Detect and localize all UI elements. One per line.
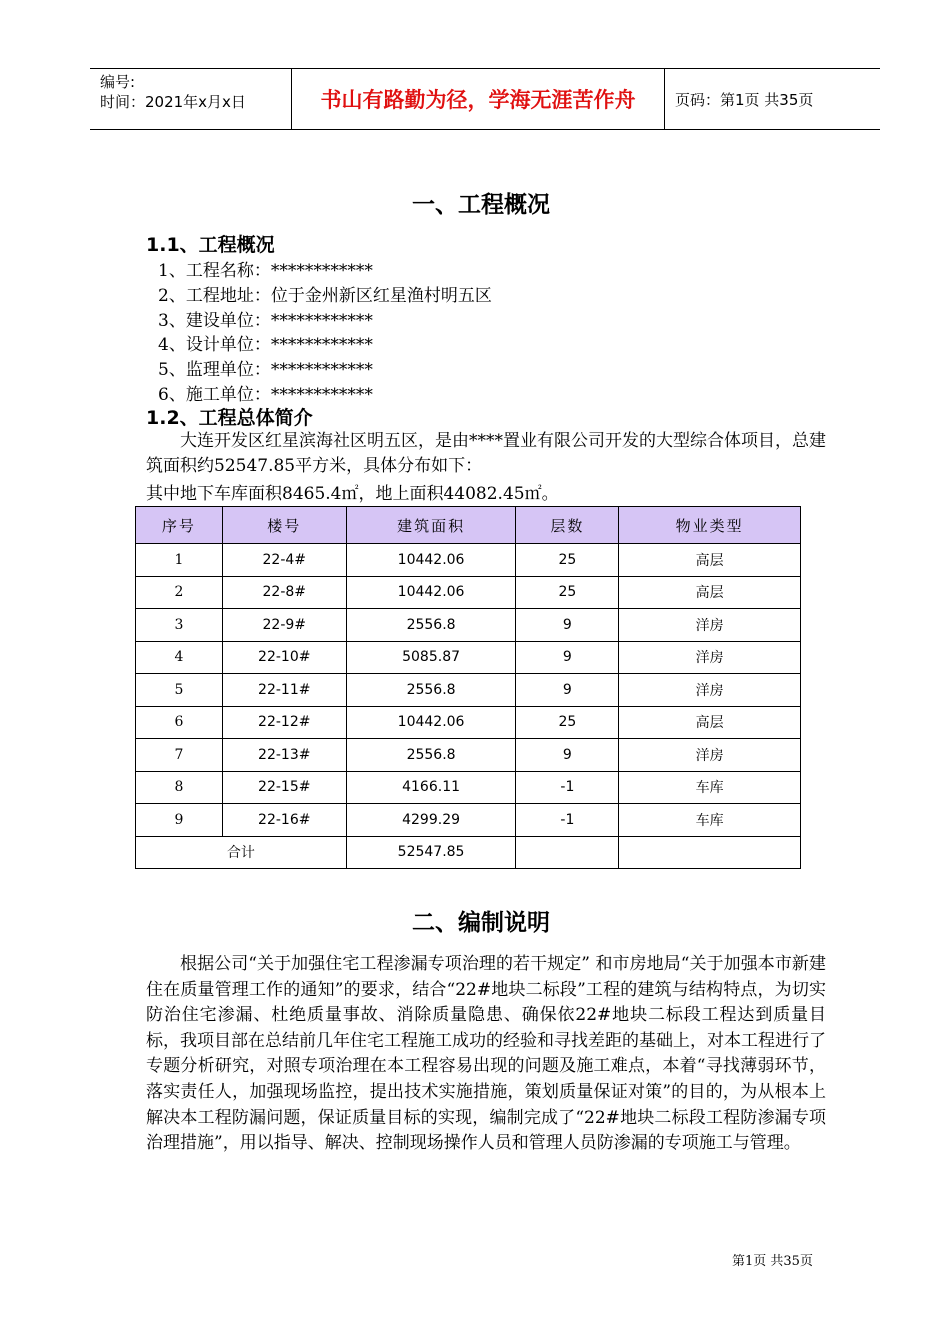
table-header-row [136, 507, 801, 544]
cell-area: 2556.8 [346, 739, 516, 772]
cell-building: 22-16# [222, 804, 346, 837]
cell-floors: 9 [516, 641, 619, 674]
total-empty-cell [516, 836, 619, 869]
cell-index: 5 [136, 674, 223, 707]
cell-type: 高层 [619, 706, 801, 739]
cell-floors: 25 [516, 576, 619, 609]
cell-index: 6 [136, 706, 223, 739]
cell-building: 22-15# [222, 771, 346, 804]
total-value: 52547.85 [346, 836, 516, 869]
cell-index: 2 [136, 576, 223, 609]
cell-building: 22-10# [222, 641, 346, 674]
subsection-1-1-title: 1.1、工程概况 [146, 234, 275, 256]
cell-type: 高层 [619, 544, 801, 577]
header-motto: 书山有路勤为径，学海无涯苦作舟 [320, 88, 636, 112]
cell-area: 10442.06 [346, 706, 516, 739]
project-item: 3、建设单位：************ [158, 311, 373, 331]
table-row [136, 641, 801, 674]
cell-floors: 9 [516, 674, 619, 707]
table-row [136, 804, 801, 837]
cell-index: 8 [136, 771, 223, 804]
section1-title: 一、工程概况 [412, 192, 550, 218]
cell-index: 9 [136, 804, 223, 837]
cell-area: 4299.29 [346, 804, 516, 837]
cell-building: 22-11# [222, 674, 346, 707]
column-header: 层数 [516, 507, 619, 544]
cell-area: 4166.11 [346, 771, 516, 804]
total-empty-cell [619, 836, 801, 869]
area-breakdown: 其中地下车库面积8465.4㎡，地上面积44082.45㎡。 [146, 484, 559, 504]
cell-floors: 9 [516, 739, 619, 772]
cell-area: 2556.8 [346, 674, 516, 707]
cell-type: 洋房 [619, 739, 801, 772]
column-header: 建筑面积 [346, 507, 516, 544]
cell-type: 洋房 [619, 674, 801, 707]
header-page-label: 页码：第1页 共35页 [675, 90, 814, 109]
cell-index: 7 [136, 739, 223, 772]
table-row [136, 739, 801, 772]
cell-area: 10442.06 [346, 544, 516, 577]
cell-type: 洋房 [619, 609, 801, 642]
project-item: 4、设计单位：************ [158, 335, 373, 355]
cell-floors: -1 [516, 771, 619, 804]
cell-type: 车库 [619, 771, 801, 804]
header-number-label: 编号: [100, 73, 136, 91]
cell-building: 22-8# [222, 576, 346, 609]
table-row [136, 576, 801, 609]
cell-area: 5085.87 [346, 641, 516, 674]
total-label: 合计 [136, 836, 347, 869]
table-row [136, 771, 801, 804]
project-item: 6、施工单位：************ [158, 385, 373, 405]
cell-type: 车库 [619, 804, 801, 837]
project-item: 2、工程地址：位于金州新区红星渔村明五区 [158, 286, 492, 306]
cell-floors: 25 [516, 706, 619, 739]
column-header: 楼号 [222, 507, 346, 544]
project-intro: 大连开发区红星滨海社区明五区，是由****置业有限公司开发的大型综合体项目，总建筑面积约52547.85平方米，具体分布如下： [146, 431, 826, 476]
table-row [136, 544, 801, 577]
building-table [135, 506, 801, 869]
column-header: 物业类型 [619, 507, 801, 544]
cell-type: 高层 [619, 576, 801, 609]
page-header [90, 68, 880, 130]
cell-area: 2556.8 [346, 609, 516, 642]
table-row [136, 674, 801, 707]
project-item: 1、工程名称：************ [158, 261, 373, 281]
cell-area: 10442.06 [346, 576, 516, 609]
cell-floors: 9 [516, 609, 619, 642]
column-header: 序号 [136, 507, 223, 544]
page-footer: 第1页 共35页 [732, 1254, 813, 1269]
header-info-cell [90, 69, 290, 129]
cell-index: 1 [136, 544, 223, 577]
cell-index: 4 [136, 641, 223, 674]
cell-floors: 25 [516, 544, 619, 577]
cell-floors: -1 [516, 804, 619, 837]
project-item: 5、监理单位：************ [158, 360, 373, 380]
cell-building: 22-12# [222, 706, 346, 739]
section2-title: 二、编制说明 [412, 910, 550, 936]
cell-building: 22-9# [222, 609, 346, 642]
compilation-notes: 根据公司“关于加强住宅工程渗漏专项治理的若干规定” 和市房地局“关于加强本市新建住在质量管理工作的通知”的要求，结合“22#地块二标段”工程的建筑与结构特点，为切实防治住宅渗漏、杜绝质量事故、消除质量隐患、确保依22#地块二标段工程达到质量目标，我项目部在总结前几年住宅工程施工成功的经验和寻找差距的基础上，对本工程进行了专题分析研究，对照专项治理在本工程容易出现的问题及施工难点，本着“寻找薄弱环节，落实责任人，加强现场监控，提出技术实施措施，策划质量保证对策”的目的，为从根本上解决本工程防漏问题，保证质量目标的实现，编制完成了“22#地块二标段工程防渗漏专项治理措施”，用以指导、解决、控制现场操作人员和管理人员防渗漏的专项施工与管理。 [146, 954, 826, 1154]
cell-type: 洋房 [619, 641, 801, 674]
cell-building: 22-4# [222, 544, 346, 577]
table-row [136, 609, 801, 642]
table-row [136, 706, 801, 739]
header-time-label: 时间：2021年x月x日 [100, 93, 246, 111]
header-divider [664, 69, 665, 129]
subsection-1-2-title: 1.2、工程总体简介 [146, 407, 313, 429]
cell-index: 3 [136, 609, 223, 642]
table-total-row [136, 836, 801, 869]
cell-building: 22-13# [222, 739, 346, 772]
